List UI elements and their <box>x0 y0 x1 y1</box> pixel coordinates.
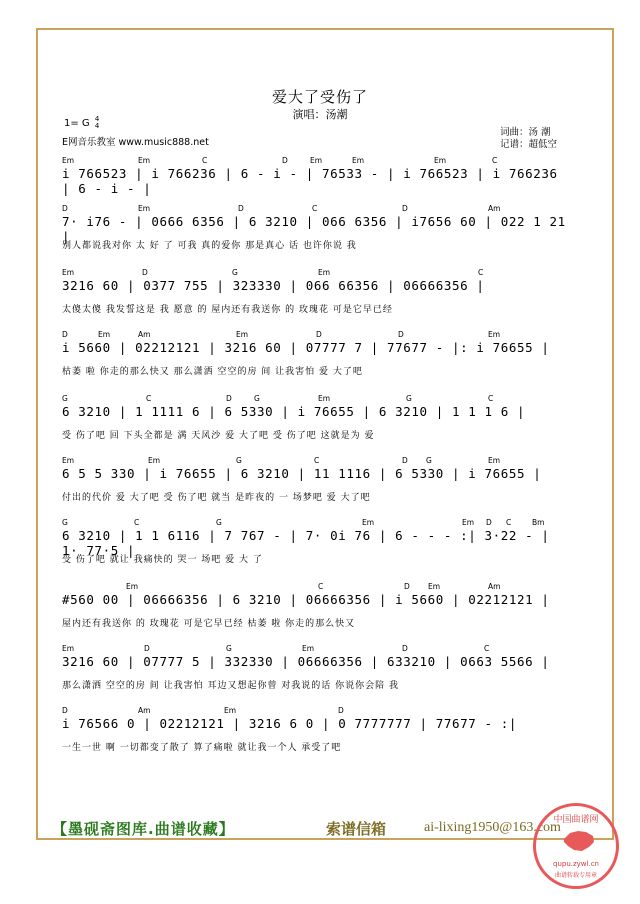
chord-symbol: C <box>484 644 490 653</box>
chord-symbol: D <box>144 644 150 653</box>
chord-line <box>62 268 568 278</box>
lyrics-line: 一生一世 啊 一切都变了散了 算了痛啦 就让我一个人 承受了吧 <box>62 743 342 753</box>
chord-symbol: Em <box>434 156 447 165</box>
notation-line: 3216 60 | 0377 755 | 323330 | 066 66356 | 06666356 | <box>62 278 485 293</box>
chord-symbol: C <box>318 582 324 591</box>
key-label: 1= G <box>64 118 90 129</box>
chord-symbol: D <box>142 268 148 277</box>
chord-symbol: Em <box>62 268 75 277</box>
chord-symbol: G <box>236 456 242 465</box>
chord-symbol: Em <box>352 156 365 165</box>
notation-line: i 766523 | i 766236 | 6 - i - | 76533 - | i 766523 | i 766236 | 6 - i - | <box>62 166 558 196</box>
notation-line: 7· i76 - | 0666 6356 | 6 3210 | 066 6356 | i7656 60 | 022 1 21 | <box>62 214 566 244</box>
chord-symbol: Em <box>148 456 161 465</box>
chord-symbol: C <box>134 518 140 527</box>
chord-symbol: D <box>402 644 408 653</box>
chord-symbol: C <box>202 156 208 165</box>
chord-symbol: D <box>226 394 232 403</box>
chord-symbol: D <box>316 330 322 339</box>
lyrics-line: 付出的代价 爱 大了吧 受 伤了吧 就当 是昨夜的 一 场梦吧 爱 大了吧 <box>62 493 371 503</box>
chord-symbol: D <box>402 204 408 213</box>
chord-symbol: D <box>398 330 404 339</box>
chord-symbol: Am <box>138 330 151 339</box>
chord-symbol: D <box>486 518 492 527</box>
notation-line: i 5660 | 02212121 | 3216 60 | 07777 7 | 77677 - |: i 76655 | <box>62 340 550 355</box>
composer-label: 词曲：汤 潮 <box>500 127 551 138</box>
chord-line <box>62 156 568 166</box>
chord-symbol: Em <box>138 204 151 213</box>
chord-symbol: D <box>338 706 344 715</box>
stamp-top-text: 中国曲谱网 <box>553 815 599 825</box>
chord-symbol: Em <box>488 330 501 339</box>
chord-symbol: Em <box>126 582 139 591</box>
lyrics-line: 别人都说我对你 太 好 了 可我 真的爱你 那是真心 话 也许你说 我 <box>62 241 357 251</box>
chord-symbol: Em <box>224 706 237 715</box>
notation-line: i 76566 0 | 02212121 | 3216 6 0 | 0 7777777 | 77677 - :| <box>62 716 518 731</box>
chord-line <box>62 518 568 528</box>
china-map-icon <box>562 828 596 863</box>
chord-symbol: G <box>406 394 412 403</box>
notation-line: 6 3210 | 1 1111 6 | 6 5330 | i 76655 | 6 3210 | 1 1 1 6 | <box>62 404 526 419</box>
chord-symbol: Em <box>318 394 331 403</box>
chord-symbol: Em <box>310 156 323 165</box>
chord-symbol: G <box>62 394 68 403</box>
lyrics-line: 屋内还有我送你 的 玫瑰花 可是它早已经 枯萎 啦 你走的那么快又 <box>62 619 356 629</box>
notation-line: #560 00 | 06666356 | 6 3210 | 06666356 | i 5660 | 02212121 | <box>62 592 550 607</box>
chord-symbol: Em <box>318 268 331 277</box>
notation-line: 3216 60 | 07777 5 | 332330 | 06666356 | 633210 | 0663 5566 | <box>62 654 550 669</box>
chord-symbol: G <box>254 394 260 403</box>
chord-symbol: D <box>404 582 410 591</box>
notation-line: 6 5 5 330 | i 76655 | 6 3210 | 11 1116 | 6 5330 | i 76655 | <box>62 466 542 481</box>
chord-symbol: G <box>232 268 238 277</box>
chord-symbol: Em <box>302 644 315 653</box>
key-signature <box>64 116 99 130</box>
chord-symbol: G <box>62 518 68 527</box>
chord-symbol: Em <box>138 156 151 165</box>
lyrics-line <box>62 190 568 202</box>
chord-symbol: Em <box>362 518 375 527</box>
chord-line <box>62 456 568 466</box>
lyrics-line: 受 伤了吧 就让 我痛快的 哭一 场吧 爱 大 了 <box>62 555 263 565</box>
seal-stamp <box>533 803 619 889</box>
chord-symbol: Am <box>488 204 501 213</box>
lyrics-line: 那么潇洒 空空的房 间 让我害怕 耳边又想起你曾 对我说的话 你说你会陪 我 <box>62 681 400 691</box>
footer-email: ai-lixing1950@163.com <box>424 820 561 835</box>
lyrics-line: 受 伤了吧 回 下头全都是 满 天风沙 爱 大了吧 受 伤了吧 这就是为 爱 <box>62 431 375 441</box>
time-signature <box>95 116 99 130</box>
chord-line <box>62 706 568 716</box>
chord-symbol: C <box>146 394 152 403</box>
chord-symbol: C <box>488 394 494 403</box>
chord-symbol: C <box>478 268 484 277</box>
chord-symbol: Em <box>62 644 75 653</box>
chord-line <box>62 330 568 340</box>
chord-symbol: Bm <box>532 518 545 527</box>
site-label: E网音乐教室 www.music888.net <box>62 137 209 148</box>
lyrics-line: 太傻太傻 我发誓这是 我 愿意 的 屋内还有我送你 的 玫瑰花 可是它早已经 <box>62 305 393 315</box>
chord-symbol: G <box>216 518 222 527</box>
chord-line <box>62 582 568 592</box>
stamp-url: qupu.zywl.cn <box>553 860 599 868</box>
transcriber-label: 记谱：超低空 <box>500 139 558 150</box>
footer-mailbox-label: 索谱信箱 <box>326 820 387 838</box>
chord-symbol: Em <box>428 582 441 591</box>
chord-symbol: D <box>62 706 68 715</box>
chord-symbol: C <box>506 518 512 527</box>
lyrics-line: 枯萎 啦 你走的那么快又 那么潇洒 空空的房 间 让我害怕 爱 大了吧 <box>62 367 363 377</box>
chord-symbol: G <box>426 456 432 465</box>
stamp-bottom-text: 曲谱转载专用章 <box>554 872 597 879</box>
chord-symbol: Em <box>236 330 249 339</box>
chord-symbol: C <box>312 204 318 213</box>
chord-symbol: Em <box>62 456 75 465</box>
chord-line <box>62 204 568 214</box>
chord-symbol: Em <box>462 518 475 527</box>
chord-symbol: Em <box>488 456 501 465</box>
chord-symbol: D <box>238 204 244 213</box>
chord-symbol: D <box>402 456 408 465</box>
time-bottom: 4 <box>94 122 100 130</box>
time-top: 4 <box>94 115 100 123</box>
footer-library: 【墨砚斋图库.曲谱收藏】 <box>52 820 235 838</box>
chord-symbol: Am <box>138 706 151 715</box>
chord-symbol: Em <box>98 330 111 339</box>
chord-symbol: Am <box>488 582 501 591</box>
chord-symbol: D <box>282 156 288 165</box>
chord-symbol: Em <box>62 156 75 165</box>
singer-label: 演唱：汤潮 <box>292 108 348 121</box>
song-title: 爱大了受伤了 <box>271 88 368 106</box>
chord-symbol: D <box>62 330 68 339</box>
notation-line: 6 3210 | 1 1 6116 | 7 767 - | 7· 0i 76 | 6 - - - :| 3·22 - | 1· 77·5 | <box>62 528 550 558</box>
chord-line <box>62 394 568 404</box>
chord-symbol: C <box>314 456 320 465</box>
chord-line <box>62 644 568 654</box>
chord-symbol: C <box>492 156 498 165</box>
chord-symbol: G <box>226 644 232 653</box>
chord-symbol: D <box>62 204 68 213</box>
